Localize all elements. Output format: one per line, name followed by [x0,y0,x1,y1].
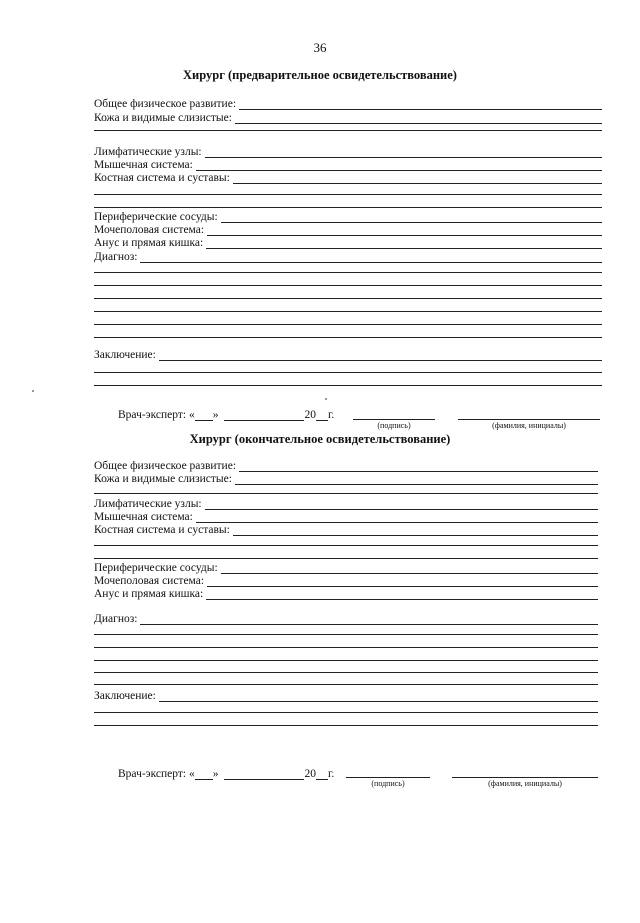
anus-rectum-label: Анус и прямая кишка: [94,588,204,600]
page-number: 36 [313,40,327,55]
genitourinary-system-field[interactable] [94,222,602,236]
skin-mucosa-label: Кожа и видимые слизистые: [94,112,232,124]
blank-line[interactable] [94,207,602,208]
blank-line[interactable] [94,672,598,673]
day-input[interactable] [195,410,213,421]
blank-line[interactable] [94,712,598,713]
blank-line[interactable] [94,647,598,648]
diagnosis-label: Диагноз: [94,251,138,263]
muscular-system-label: Мышечная система: [94,511,193,523]
blank-line[interactable] [94,372,602,373]
name-caption: (фамилия, инициалы) [492,421,566,430]
blank-line[interactable] [94,298,602,299]
genitourinary-system-label: Мочеполовая система: [94,224,205,236]
name-input[interactable] [458,419,600,420]
muscular-system-field[interactable] [94,509,598,523]
peripheral-vessels-label: Периферические сосуды: [94,211,218,223]
blank-line[interactable] [94,130,602,131]
signature-label: Врач-эксперт: « [118,768,195,780]
section-title-final: Хирург (окончательное освидетельствование) [189,432,451,446]
scan-speck [325,398,327,400]
blank-line[interactable] [94,545,598,546]
signature-label: Врач-эксперт: « [118,409,195,421]
month-input[interactable] [224,769,304,780]
bones-joints-label: Костная система и суставы: [94,172,230,184]
anus-rectum-field[interactable] [94,586,598,600]
anus-rectum-label: Анус и прямая кишка: [94,237,204,249]
blank-line[interactable] [94,634,598,635]
signature-date-line [118,766,334,780]
general-development-field[interactable] [94,458,598,472]
genitourinary-system-field[interactable] [94,573,598,587]
year-suffix: г. [327,768,335,780]
name-input[interactable] [452,777,598,778]
bones-joints-field[interactable] [94,170,602,184]
scan-speck [32,390,34,392]
skin-mucosa-field[interactable] [94,471,598,485]
blank-line[interactable] [94,194,602,195]
general-development-label: Общее физическое развитие: [94,98,237,110]
blank-line[interactable] [94,385,602,386]
year-suffix: г. [327,409,335,421]
lymph-nodes-field[interactable] [94,144,602,158]
lymph-nodes-label: Лимфатические узлы: [94,498,202,510]
anus-rectum-field[interactable] [94,235,602,249]
lymph-nodes-label: Лимфатические узлы: [94,146,202,158]
year-prefix: 20 [304,768,316,780]
quote-close: » [212,409,219,421]
blank-line[interactable] [94,337,602,338]
diagnosis-label: Диагноз: [94,613,138,625]
conclusion-field[interactable] [94,688,598,702]
peripheral-vessels-field[interactable] [94,560,598,574]
general-development-field[interactable] [94,96,602,110]
muscular-system-label: Мышечная система: [94,159,193,171]
conclusion-label: Заключение: [94,349,156,361]
bones-joints-field[interactable] [94,522,598,536]
quote-close: » [212,768,219,780]
signature-input[interactable] [353,419,435,420]
blank-line[interactable] [94,725,598,726]
year-input[interactable] [316,410,328,421]
section-title-preliminary: Хирург (предварительное освидетельствование) [183,68,457,82]
blank-line[interactable] [94,493,598,494]
genitourinary-system-label: Мочеполовая система: [94,575,205,587]
signature-input[interactable] [346,777,430,778]
year-prefix: 20 [304,409,316,421]
peripheral-vessels-label: Периферические сосуды: [94,562,218,574]
signature-caption: (подпись) [371,779,405,788]
diagnosis-field[interactable] [94,249,602,263]
blank-line[interactable] [94,324,602,325]
blank-line[interactable] [94,684,598,685]
name-caption: (фамилия, инициалы) [488,779,562,788]
peripheral-vessels-field[interactable] [94,209,602,223]
bones-joints-label: Костная система и суставы: [94,524,230,536]
conclusion-label: Заключение: [94,690,156,702]
year-input[interactable] [316,769,328,780]
blank-line[interactable] [94,272,602,273]
skin-mucosa-field[interactable] [94,110,602,124]
skin-mucosa-label: Кожа и видимые слизистые: [94,473,232,485]
signature-caption: (подпись) [377,421,411,430]
general-development-label: Общее физическое развитие: [94,460,237,472]
blank-line[interactable] [94,558,598,559]
blank-line[interactable] [94,311,602,312]
conclusion-field[interactable] [94,347,602,361]
signature-date-line [118,407,334,421]
lymph-nodes-field[interactable] [94,496,598,510]
diagnosis-field[interactable] [94,611,598,625]
month-input[interactable] [224,410,304,421]
blank-line[interactable] [94,285,602,286]
blank-line[interactable] [94,660,598,661]
muscular-system-field[interactable] [94,157,602,171]
day-input[interactable] [195,769,213,780]
